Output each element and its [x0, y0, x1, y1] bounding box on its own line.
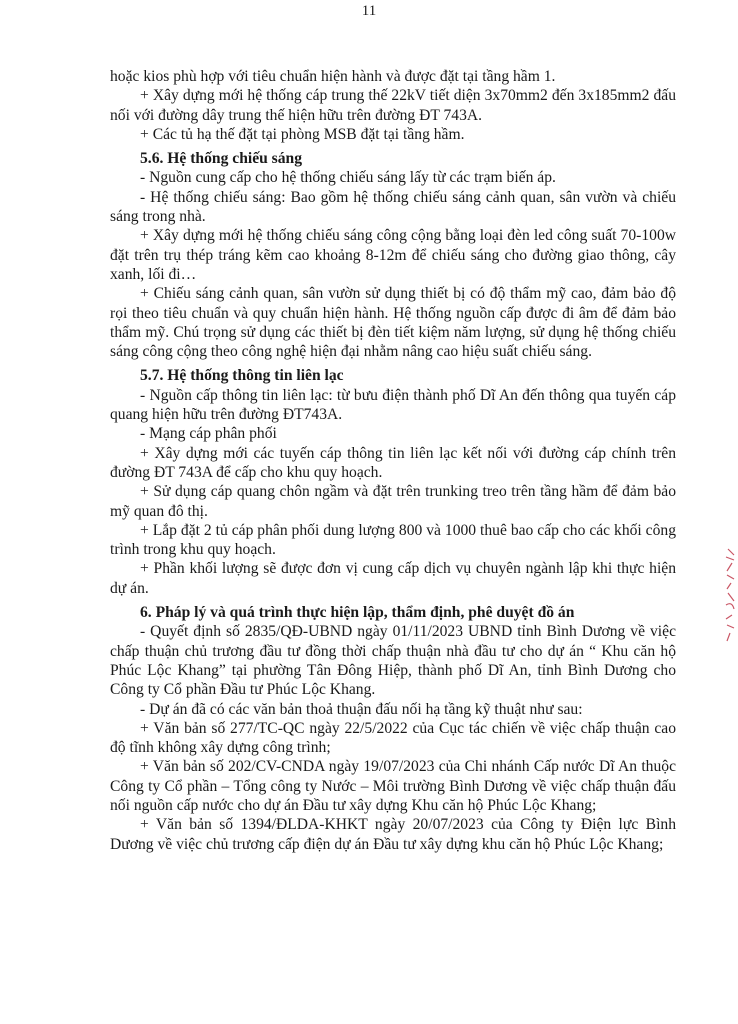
paragraph: - Nguồn cung cấp cho hệ thống chiếu sáng lấy từ các trạm biến áp.: [140, 169, 556, 187]
paragraph: + Văn bản số 202/CV-CNDA ngày 19/07/2023 của Chi nhánh Cấp nước Dĩ An thuộc Công ty Cổ phần – Tổng công ty Nước – Môi trường Bình Dương về việc chấp thuận đấu nối nguồn cấp nước cho dự án Đầu tư xây dựng Khu căn hộ Phúc Lộc Khang;: [110, 758, 676, 814]
paragraph: - Mạng cáp phân phối: [140, 425, 277, 443]
paragraph: + Xây dựng mới các tuyến cáp thông tin liên lạc kết nối với đường cáp chính trên đường ĐT 743A để cấp cho khu quy hoạch.: [110, 444, 676, 481]
paragraph: + Các tủ hạ thế đặt tại phòng MSB đặt tại tầng hầm.: [140, 125, 465, 143]
red-seal-stamp-icon: [722, 545, 738, 645]
paragraph: + Văn bản số 1394/ĐLDA-KHKT ngày 20/07/2023 của Công ty Điện lực Bình Dương về việc chủ trương cấp điện dự án Đầu tư xây dựng khu căn hộ Phúc Lộc Khang;: [110, 816, 676, 853]
paragraph: + Xây dựng mới hệ thống chiếu sáng công cộng bằng loại đèn led công suất 70-100w đặt trên trụ thép tráng kẽm cao khoảng 8-12m để chiếu sáng cho đường giao thông, cây xanh, lối đi…: [110, 227, 676, 283]
section-heading-5-6: 5.6. Hệ thống chiếu sáng: [140, 150, 303, 168]
paragraph: + Chiếu sáng cảnh quan, sân vườn sử dụng thiết bị có độ thẩm mỹ cao, đảm bảo độ rọi theo tiêu chuẩn và quy chuẩn hiện hành. Hệ thống nguồn cấp được đi âm để đảm bảo thẩm mỹ. Chú trọng sử dụng các thiết bị đèn tiết kiệm năm lượng, sử dụng hệ thống chiếu sáng công cộng theo công nghệ hiện đại nhằm nâng cao hiệu suất chiếu sáng.: [110, 285, 676, 361]
paragraph: - Hệ thống chiếu sáng: Bao gồm hệ thống chiếu sáng cảnh quan, sân vườn và chiếu sáng trong nhà.: [110, 188, 676, 226]
paragraph: + Văn bản số 277/TC-QC ngày 22/5/2022 của Cục tác chiến về việc chấp thuận cao độ tĩnh không xây dựng công trình;: [110, 719, 676, 757]
paragraph: + Phần khối lượng sẽ được đơn vị cung cấp dịch vụ chuyên ngành lập khi thực hiện dự án.: [110, 560, 676, 597]
paragraph: hoặc kios phù hợp với tiêu chuẩn hiện hành và được đặt tại tầng hầm 1.: [110, 68, 556, 85]
page-number: 11: [361, 3, 377, 19]
paragraph: + Xây dựng mới hệ thống cáp trung thế 22kV tiết diện 3x70mm2 đến 3x185mm2 đấu nối với đường dây trung thế hiện hữu trên đường ĐT 743A.: [110, 87, 676, 124]
document-body: [110, 67, 676, 854]
paragraph: - Nguồn cấp thông tin liên lạc: từ bưu điện thành phố Dĩ An đến thông qua tuyến cáp quang hiện hữu trên đường ĐT743A.: [110, 386, 676, 424]
paragraph: - Dự án đã có các văn bản thoả thuận đấu nối hạ tầng kỹ thuật như sau:: [140, 700, 583, 718]
section-heading-5-7: 5.7. Hệ thống thông tin liên lạc: [140, 367, 344, 385]
section-heading-6: 6. Pháp lý và quá trình thực hiện lập, thẩm định, phê duyệt đồ án: [140, 604, 575, 622]
paragraph: - Quyết định số 2835/QĐ-UBND ngày 01/11/2023 UBND tỉnh Bình Dương về việc chấp thuận chủ trương đầu tư đồng thời chấp thuận nhà đầu tư cho dự án “ Khu căn hộ Phúc Lộc Khang” tại phường Tân Đông Hiệp, thành phố Dĩ An, tỉnh Bình Dương cho Công ty Cổ phần Đầu tư Phúc Lộc Khang.: [110, 623, 676, 699]
paragraph: + Lắp đặt 2 tủ cáp phân phối dung lượng 800 và 1000 thuê bao cấp cho các khối công trình trong khu quy hoạch.: [110, 521, 676, 559]
paragraph: + Sử dụng cáp quang chôn ngầm và đặt trên trunking treo trên tầng hầm để đảm bảo mỹ quan đô thị.: [110, 483, 676, 520]
